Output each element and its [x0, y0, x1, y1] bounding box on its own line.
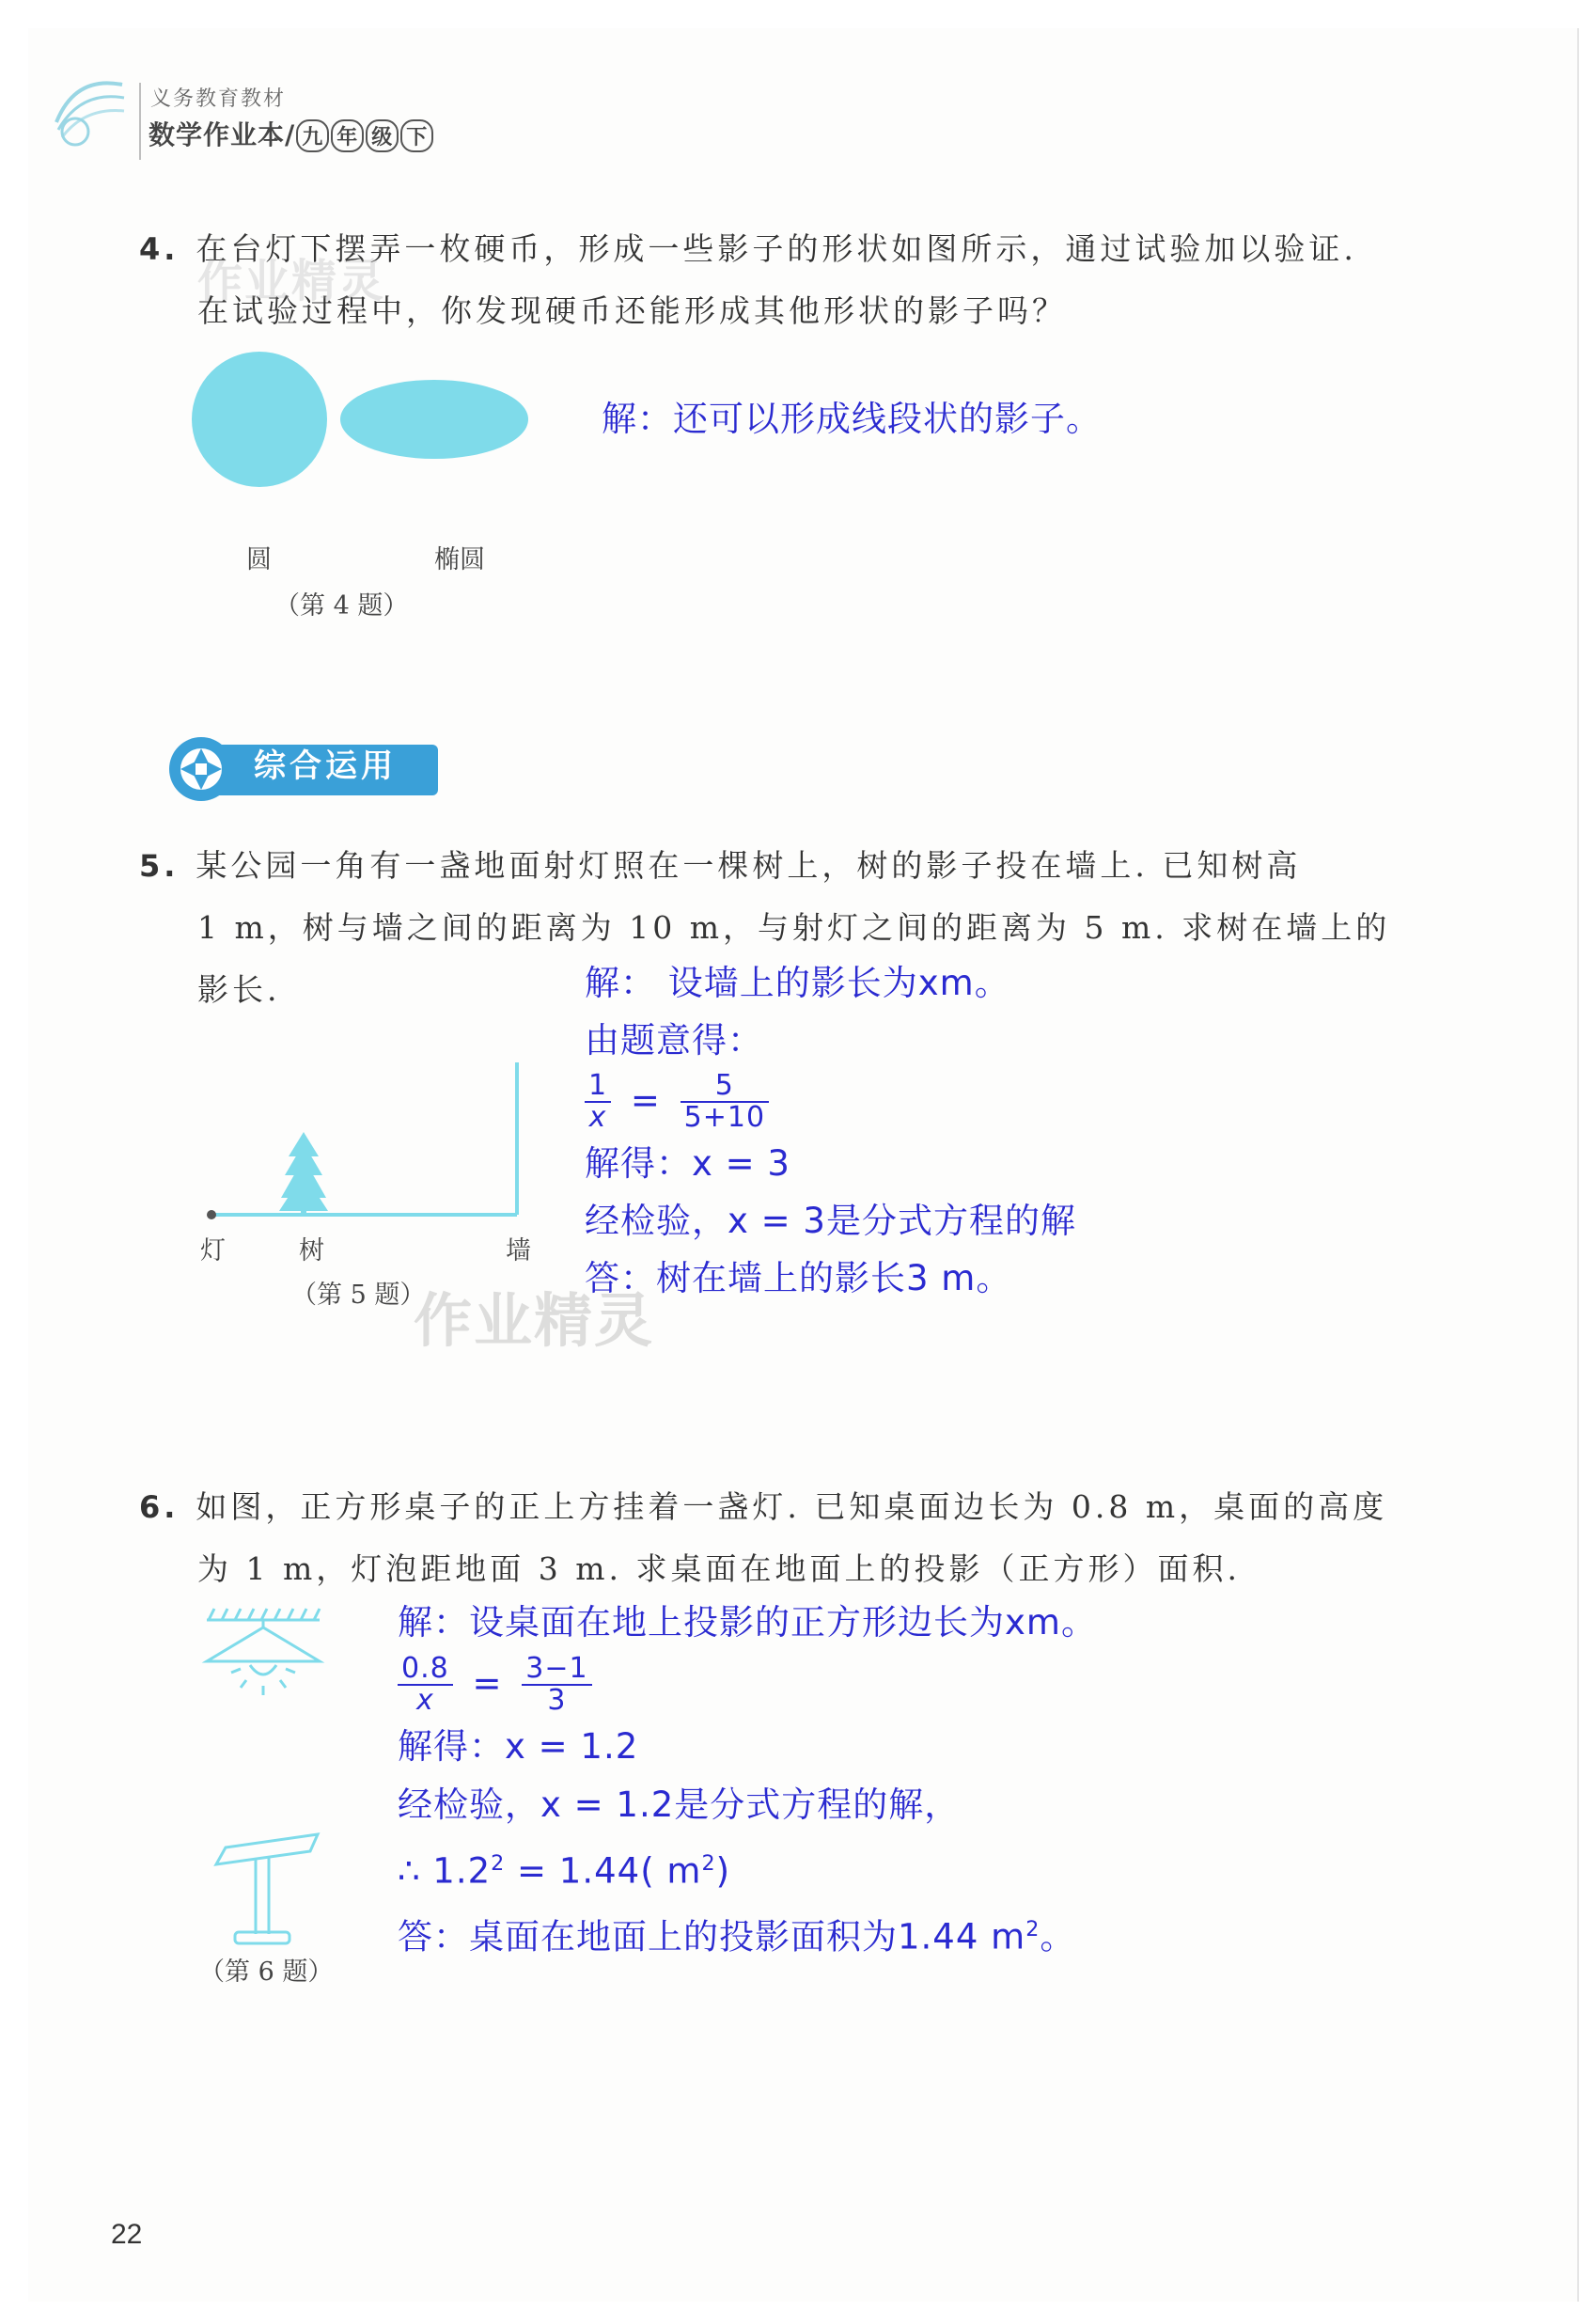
q6-l5-sup2: 2	[701, 1851, 716, 1876]
workbook-page	[28, 28, 1579, 2302]
watermark-2: 作业精灵	[197, 255, 386, 307]
series-label: 义务教育教材	[150, 87, 287, 111]
q4-line1-text: 在台灯下摆弄一枚硬币，形成一些影子的形状如图所示，通过试验加以验证.	[196, 230, 1357, 267]
q4-caption: （第 4 题）	[274, 591, 409, 621]
q5-number: 5.	[139, 848, 180, 884]
q5-answer-equation	[585, 1069, 1076, 1135]
q6-answer-line-1: 解：设桌面在地上投影的正方形边长为xm。	[398, 1602, 1097, 1643]
q4-answer: 解：还可以形成线段状的影子。	[602, 399, 1102, 439]
publisher-logo	[47, 66, 132, 160]
q6-l5-a: ∴ 1.2	[398, 1850, 492, 1892]
ceiling-lamp-icon	[207, 1609, 320, 1695]
q6-l6-a: 答：桌面在地面上的投影面积为1.44 m	[398, 1916, 1026, 1957]
table-icon	[216, 1834, 318, 1943]
q6-line-2: 为 1 m，灯泡距地面 3 m. 求桌面在地面上的投影（正方形）面积.	[197, 1550, 1242, 1587]
q5-label-tree: 树	[299, 1236, 324, 1266]
header-divider	[139, 83, 141, 160]
q5-line1-text: 某公园一角有一盏地面射灯照在一棵树上，树的影子投在墙上. 已知树高	[196, 847, 1302, 884]
q6-frac-right-den: 3	[547, 1684, 567, 1717]
q5-frac-right-num: 5	[681, 1071, 769, 1103]
ellipse-shadow	[340, 380, 528, 459]
q6-frac-left-num: 0.8	[398, 1654, 453, 1686]
q5-frac-left	[585, 1071, 611, 1133]
q5-frac-left-den: x	[588, 1101, 607, 1134]
q6-answer-line-4: 经检验，x = 1.2是分式方程的解，	[398, 1784, 961, 1825]
q5-figure	[197, 1025, 573, 1232]
q5-label-lamp: 灯	[200, 1236, 226, 1266]
grade-char-4: 下	[400, 119, 433, 152]
grade-char-3: 级	[366, 119, 399, 152]
q5-answer-line-1: 解： 设墙上的影长为xm。	[585, 963, 1010, 1003]
q6-answer-equation	[398, 1652, 1097, 1718]
q5-answer-line-6: 答：树在墙上的影长3 m。	[585, 1258, 1012, 1298]
grade-char-2: 年	[331, 119, 364, 152]
q6-frac-right-num: 3−1	[522, 1654, 591, 1686]
page-number: 22	[111, 2219, 143, 2250]
q6-answer-line-6	[398, 1900, 1097, 1966]
q6-answer-line-3: 解得：x = 1.2	[398, 1726, 639, 1767]
q6-caption: （第 6 题）	[199, 1957, 334, 1987]
q5-frac-right	[681, 1071, 769, 1133]
q4-number: 4.	[139, 231, 180, 267]
q5-answer	[585, 954, 1076, 1307]
workbook-title	[149, 115, 434, 152]
q6-figure	[188, 1594, 376, 1951]
q6-l5-c: )	[715, 1850, 730, 1892]
q5-answer-line-5: 经检验，x = 3是分式方程的解	[585, 1201, 1076, 1241]
q6-answer-line-5	[398, 1834, 1097, 1900]
title-text: 数学作业本	[149, 119, 286, 150]
q5-line-2: 1 m，树与墙之间的距离为 10 m，与射灯之间的距离为 5 m. 求树在墙上的	[197, 909, 1391, 946]
tree-icon	[279, 1132, 328, 1215]
q6-l6-sup: 2	[1025, 1917, 1041, 1942]
q5-label-wall: 墙	[506, 1236, 531, 1266]
lamp-point	[207, 1210, 216, 1219]
q6-equals: =	[472, 1662, 503, 1704]
q6-text	[139, 1476, 1493, 1600]
circle-shadow	[192, 352, 327, 487]
q6-frac-left	[398, 1654, 453, 1716]
q5-answer-line-2: 由题意得：	[585, 1020, 763, 1061]
q6-frac-left-den: x	[415, 1684, 434, 1717]
q6-frac-right	[522, 1654, 591, 1716]
q5-frac-left-num: 1	[585, 1071, 611, 1103]
q4-label-ellipse: 椭圆	[434, 545, 485, 574]
q5-line-1	[139, 835, 1474, 897]
q5-equals: =	[630, 1079, 661, 1121]
q6-l6-b: 。	[1040, 1916, 1076, 1957]
q5-answer-line-4: 解得：x = 3	[585, 1143, 790, 1184]
q4-label-circle: 圆	[246, 545, 272, 574]
q5-frac-right-den: 5+10	[683, 1101, 766, 1134]
q5-line-3: 影长.	[197, 971, 281, 1008]
q6-l5-b: = 1.44( m	[505, 1850, 702, 1892]
watermark-1: 作业精灵	[414, 1286, 655, 1355]
q6-number: 6.	[139, 1489, 180, 1525]
q6-line1-text: 如图，正方形桌子的正上方挂着一盏灯. 已知桌面边长为 0.8 m，桌面的高度	[196, 1488, 1388, 1525]
q4-line-2: 在试验过程中，你发现硬币还能形成其他形状的影子吗？	[197, 292, 1067, 329]
grade-char-1: 九	[296, 119, 329, 152]
section-title: 综合运用	[254, 747, 397, 785]
q6-l5-sup: 2	[491, 1851, 506, 1876]
q6-line-1	[139, 1476, 1493, 1538]
q6-answer	[398, 1594, 1097, 1967]
q5-caption: （第 5 题）	[291, 1281, 426, 1310]
title-slash: /	[285, 119, 296, 150]
